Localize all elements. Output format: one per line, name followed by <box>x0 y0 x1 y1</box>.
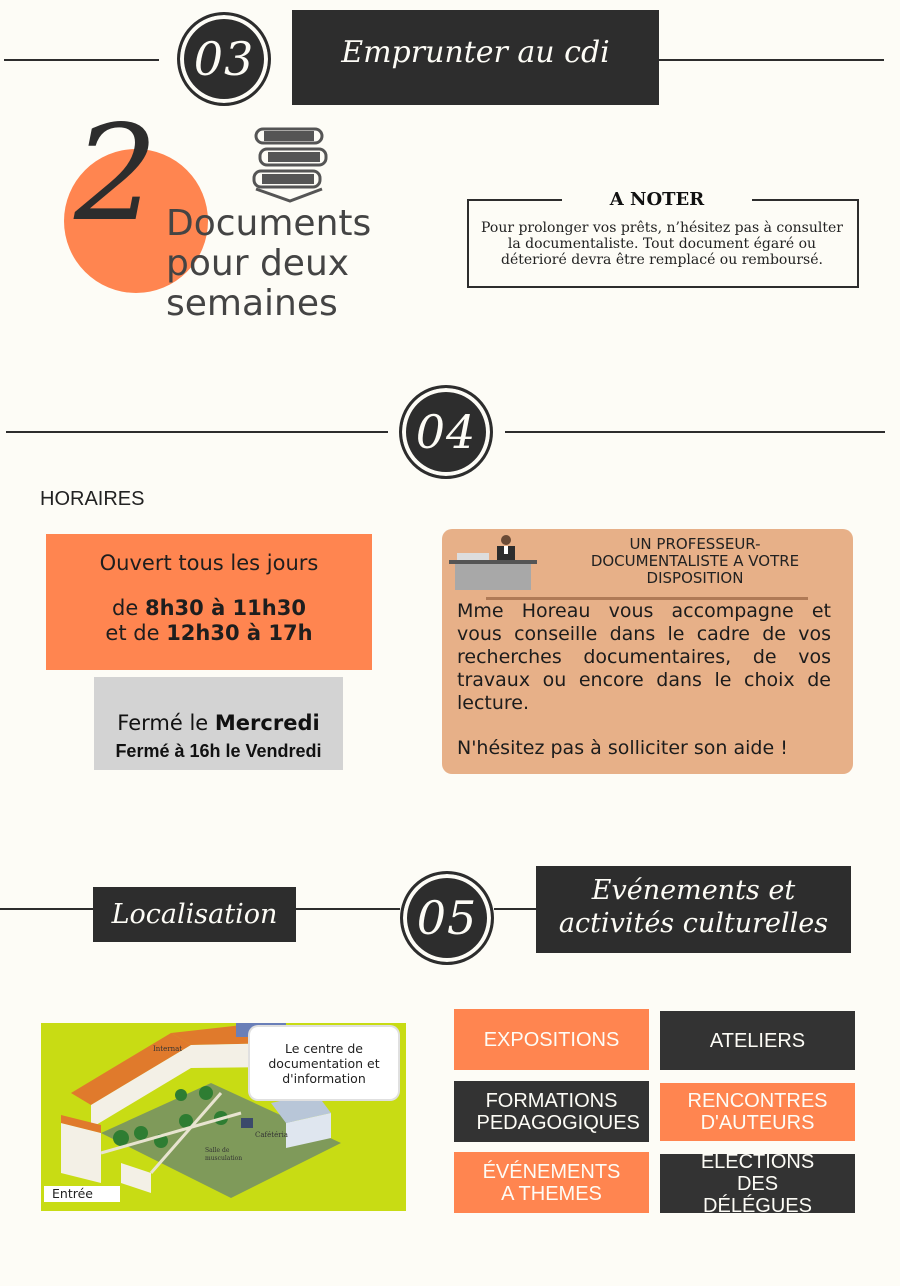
event-tile-label: ÉLÉCTIONS DES DÉLÉGUES <box>700 1150 815 1217</box>
hours-morning: 8h30 à 11h30 <box>144 596 306 620</box>
event-tile-label: ATELIERS <box>709 1029 806 1052</box>
divider-line <box>4 59 159 61</box>
divider-line <box>6 431 388 433</box>
closed-wednesday <box>94 710 343 736</box>
map-callout <box>250 1027 398 1099</box>
map-entry-text: Entrée <box>52 1186 93 1201</box>
headline <box>166 204 371 324</box>
note-frame-top-right <box>752 199 857 201</box>
event-tile-label: FORMATIONS PEDAGOGIQUES <box>476 1089 640 1134</box>
section-title-banner <box>292 10 659 105</box>
localisation-title: Localisation <box>111 899 278 930</box>
headline-line: pour deux <box>166 243 350 284</box>
event-tile-expositions <box>454 1009 649 1070</box>
closed-day: Mercredi <box>214 711 320 735</box>
hours-line <box>46 596 372 621</box>
localisation-banner <box>93 887 296 942</box>
opening-hours-box <box>46 534 372 670</box>
horaires-label: HORAIRES <box>40 488 145 510</box>
opening-title: Ouvert tous les jours <box>99 551 319 575</box>
divider-line <box>505 431 885 433</box>
closed-prefix: Fermé le <box>117 711 215 735</box>
map-label-internat: Internat <box>153 1045 183 1053</box>
professor-cta: N'hésitez pas à solliciter son aide ! <box>457 737 788 759</box>
headline-line: semaines <box>166 283 338 324</box>
event-tile-label: EXPOSITIONS <box>483 1028 620 1051</box>
hours-prefix: de <box>112 596 145 620</box>
event-tile-elections <box>660 1150 855 1217</box>
document-count: 2 <box>74 97 158 251</box>
closed-days-box <box>94 677 343 770</box>
map-label-cafeteria: Cafétéria <box>255 1131 288 1139</box>
events-title-line: Evénements et <box>591 875 796 906</box>
section-number: 03 <box>193 32 255 86</box>
map-entry-label <box>44 1186 120 1202</box>
closed-friday: Fermé à 16h le Vendredi <box>115 741 322 761</box>
note-title: A NOTER <box>609 189 705 210</box>
note-text: Pour prolonger vos prêts, n’hésitez pas à consulter la documentaliste. Tout document égaré ou déterioré devra être remplacé ou remboursé. <box>481 220 843 268</box>
event-tile-ateliers <box>660 1011 855 1070</box>
professor-title: UN PROFESSEUR-DOCUMENTALISTE A VOTRE DISPOSITION <box>590 535 800 587</box>
divider-line <box>296 908 400 910</box>
headline-line: Documents <box>166 203 372 244</box>
school-map <box>41 1023 406 1211</box>
desk-person-icon <box>449 535 539 591</box>
section-number: 04 <box>415 405 477 459</box>
professor-text: Mme Horeau vous accompagne et vous conseille dans le cadre de vos recherches documentaires, de vos travaux ou encore dans le choix de lecture. <box>457 600 831 714</box>
event-tile-label: ÉVÉNEMENTS A THEMES <box>482 1160 621 1205</box>
hours-afternoon: 12h30 à 17h <box>166 621 313 645</box>
event-tile-formations <box>454 1081 649 1142</box>
events-banner <box>536 866 851 953</box>
section-number-badge <box>399 385 493 479</box>
event-tile-rencontres <box>660 1083 855 1141</box>
section-number-badge <box>177 12 271 106</box>
section-title: Emprunter au cdi <box>341 35 610 70</box>
divider-line <box>494 908 538 910</box>
event-tile-label: RENCONTRES D'AUTEURS <box>687 1090 828 1134</box>
section-number: 05 <box>416 891 478 945</box>
map-label-salle: Salle de musculation <box>205 1147 243 1162</box>
section-number-badge <box>400 871 494 965</box>
divider-line <box>0 908 96 910</box>
divider-line <box>656 59 884 61</box>
hours-prefix: et de <box>105 621 167 645</box>
books-icon <box>250 125 330 203</box>
event-tile-evenements <box>454 1152 649 1213</box>
events-title-line: activités culturelles <box>558 908 829 939</box>
note-frame-top-left <box>467 199 562 201</box>
hours-line <box>46 621 372 646</box>
map-callout-text: Le centre de documentation et d'information <box>268 1041 380 1086</box>
